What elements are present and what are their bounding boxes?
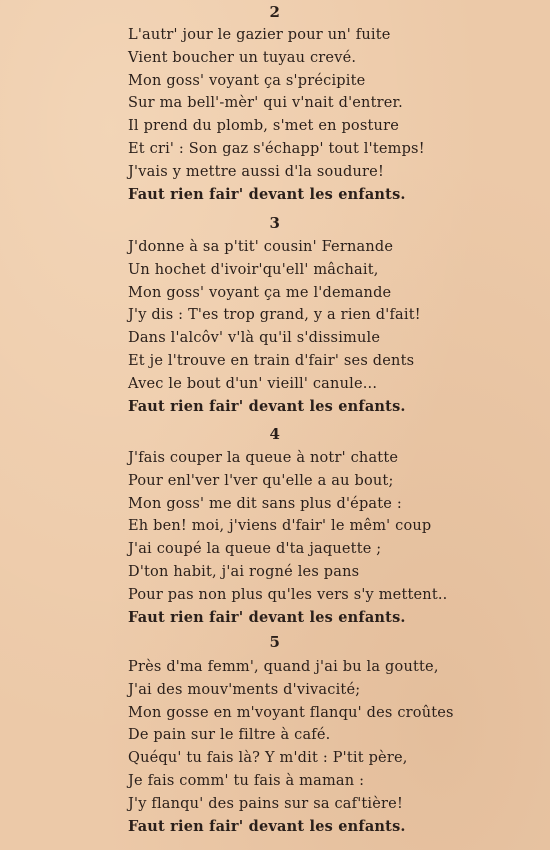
verse-line: L'autr' jour le gazier pour un' fuite	[128, 27, 391, 43]
stanza-number: 5	[269, 633, 281, 651]
verse-line: J'y dis : T'es trop grand, y a rien d'fait!	[128, 307, 421, 324]
stanza-number: 3	[269, 214, 281, 232]
verse-line: Avec le bout d'un' vieill' canule...	[128, 375, 378, 392]
verse-line: Un hochet d'ivoir'qu'ell' mâchait,	[128, 261, 379, 278]
refrain-line: Faut rien fair' devant les enfants.	[128, 608, 406, 626]
stanza	[128, 447, 538, 629]
verse-line: Mon goss' me dit sans plus d'épate :	[128, 495, 402, 512]
verse-line: Pour pas non plus qu'les vers s'y mettent..	[128, 586, 448, 603]
verse-line: Eh ben! moi, j'viens d'fair' le mêm' coup	[128, 518, 432, 535]
verse-line: Sur ma bell'-mèr' qui v'nait d'entrer.	[128, 95, 403, 112]
verse-line: Dans l'alcôv' v'là qu'il s'dissimule	[128, 330, 381, 347]
refrain-line: Faut rien fair' devant les enfants.	[128, 817, 406, 835]
stanza-number: 4	[269, 425, 281, 443]
verse-line: Et je l'trouve en train d'fair' ses dents	[128, 352, 415, 369]
verse-line: Vient boucher un tuyau crevé.	[128, 49, 357, 66]
verse-line: Pour enl'ver l'ver qu'elle a au bout;	[128, 472, 394, 489]
verse-line: J'vais y mettre aussi d'la soudure!	[128, 163, 384, 180]
refrain-line: Faut rien fair' devant les enfants.	[128, 185, 406, 203]
verse-line: Quéqu' tu fais là? Y m'dit : P'tit père,	[128, 750, 408, 767]
verse-line: J'ai des mouv'ments d'vivacité;	[128, 681, 361, 698]
verse-line: J'ai coupé la queue d'ta jaquette ;	[128, 541, 382, 558]
verse-line: Mon goss' voyant ça s'précipite	[128, 72, 366, 89]
verse-line: D'ton habit, j'ai rogné les pans	[128, 563, 360, 580]
stanza	[128, 656, 538, 838]
verse-line: Mon gosse en m'voyant flanqu' des croûtes	[128, 704, 454, 721]
verse-line: De pain sur le filtre à café.	[128, 727, 331, 744]
stanza	[128, 24, 538, 206]
verse-line: Je fais comm' tu fais à maman :	[128, 772, 365, 789]
stanza-number: 2	[269, 3, 281, 21]
stanza	[128, 236, 538, 418]
verse-line: J'fais couper la queue à notr' chatte	[128, 450, 399, 466]
verse-line: J'y flanqu' des pains sur sa caf'tière!	[128, 795, 403, 812]
verse-line: Mon goss' voyant ça me l'demande	[128, 284, 392, 301]
verse-line: Près d'ma femm', quand j'ai bu la goutte,	[128, 659, 439, 675]
verse-line: J'donne à sa p'tit' cousin' Fernande	[128, 239, 394, 255]
refrain-line: Faut rien fair' devant les enfants.	[128, 397, 406, 415]
verse-line: Il prend du plomb, s'met en posture	[128, 118, 399, 135]
verse-line: Et cri' : Son gaz s'échapp' tout l'temps!	[128, 140, 425, 157]
